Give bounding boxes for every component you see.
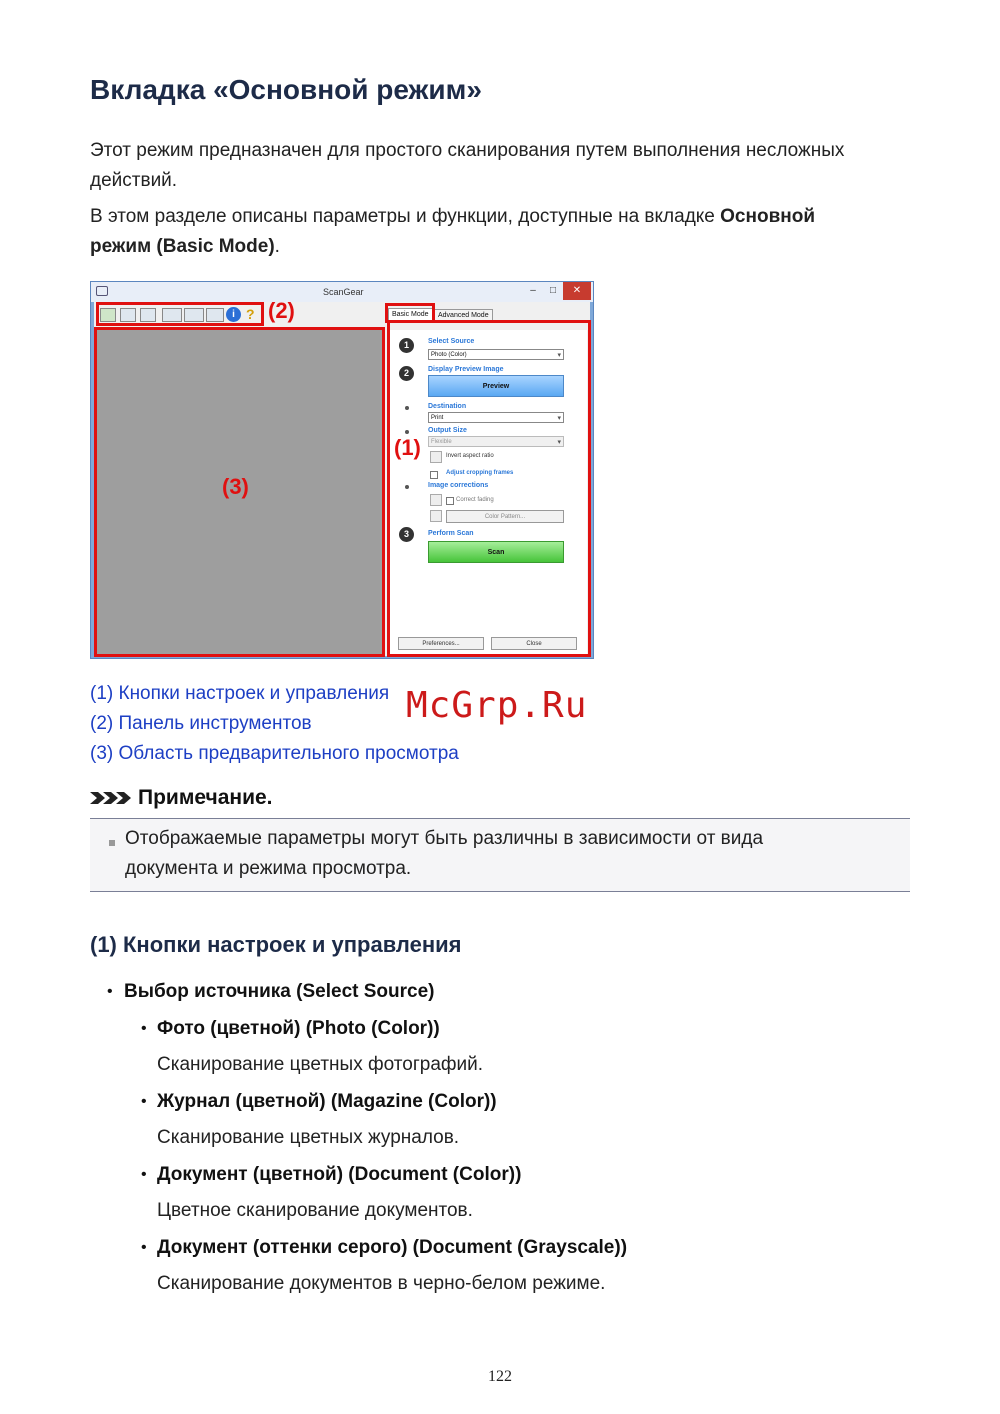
display-preview-label: Display Preview Image	[428, 366, 504, 373]
settings-highlight	[387, 320, 591, 657]
step-3-badge: 3	[399, 527, 414, 542]
section-desc-end: .	[274, 236, 280, 257]
window-titlebar	[91, 282, 593, 302]
bullet: •	[141, 1166, 147, 1183]
document-color-item: Документ (цветной) (Document (Color))	[157, 1164, 522, 1185]
callout-3: (3)	[222, 474, 249, 499]
bullet: •	[141, 1020, 147, 1037]
invert-aspect-label: Invert aspect ratio	[446, 453, 494, 459]
preview-button[interactable]: Preview	[428, 375, 564, 397]
preferences-button[interactable]: Preferences...	[398, 637, 484, 650]
output-size-dropdown[interactable]: Flexible ▾	[428, 436, 564, 447]
destination-dropdown[interactable]: Print ▾	[428, 412, 564, 423]
window-client	[94, 298, 590, 656]
link-toolbar[interactable]: (2) Панель инструментов	[90, 713, 312, 734]
note-title: Примечание.	[138, 786, 273, 809]
adjust-cropping-label: Adjust cropping frames	[446, 470, 514, 476]
toolbar-highlight	[96, 302, 264, 326]
note-text: Отображаемые параметры могут быть различны в зависимости от вида документа и режима просмотра.	[125, 828, 764, 879]
app-icon	[96, 286, 108, 296]
note-heading	[90, 786, 273, 810]
watermark: McGrp.Ru	[406, 685, 588, 726]
window-title: ScanGear	[323, 287, 364, 297]
intro-line-1: Этот режим предназначен для простого сканирования путем выполнения несложных	[90, 140, 845, 161]
perform-scan-label: Perform Scan	[428, 530, 474, 537]
minimize-icon[interactable]: –	[530, 285, 536, 296]
select-source-dropdown[interactable]: Photo (Color) ▾	[428, 349, 564, 360]
section-heading: (1) Кнопки настроек и управления	[90, 932, 462, 957]
output-size-label: Output Size	[428, 427, 467, 434]
step-1-badge: 1	[399, 338, 414, 353]
info-icon[interactable]: i	[226, 307, 241, 322]
scangear-screenshot	[90, 281, 594, 659]
bullet: •	[141, 1093, 147, 1110]
section-description	[90, 202, 910, 262]
document-grayscale-desc: Сканирование документов в черно-белом режиме.	[157, 1273, 606, 1294]
callout-1: (1)	[394, 435, 421, 460]
intro-paragraph	[90, 136, 910, 196]
help-icon[interactable]: ?	[246, 306, 255, 322]
select-source-label: Select Source	[428, 338, 475, 345]
photo-color-item: Фото (цветной) (Photo (Color))	[157, 1018, 440, 1039]
tab-advanced-mode[interactable]: Advanced Mode	[434, 309, 493, 322]
select-source-item: Выбор источника (Select Source)	[124, 981, 435, 1002]
callout-2: (2)	[268, 298, 295, 323]
scan-button[interactable]: Scan	[428, 541, 564, 563]
maximize-icon[interactable]: □	[549, 285, 557, 296]
note-arrows-icon	[90, 790, 132, 806]
note-bullet	[109, 840, 115, 846]
destination-label: Destination	[428, 403, 467, 410]
step-2-badge: 2	[399, 366, 414, 381]
section-desc-text: В этом разделе описаны параметры и функции, доступные на вкладке	[90, 206, 721, 227]
magazine-color-item: Журнал (цветной) (Magazine (Color))	[157, 1091, 497, 1112]
intro-line-2: действий.	[90, 170, 178, 191]
page-title: Вкладка «Основной режим»	[90, 74, 482, 105]
magazine-color-desc: Сканирование цветных журналов.	[157, 1127, 460, 1148]
bullet: •	[141, 1239, 147, 1256]
close-button[interactable]: Close	[491, 637, 577, 650]
image-corrections-label: Image corrections	[428, 482, 489, 489]
correct-fading-label: Correct fading	[456, 497, 494, 503]
link-settings-buttons[interactable]: (1) Кнопки настроек и управления	[90, 683, 390, 704]
page-number: 122	[488, 1368, 512, 1385]
bullet: •	[107, 983, 113, 1000]
tab-basic-mode[interactable]: Basic Mode	[388, 308, 433, 321]
document-color-desc: Цветное сканирование документов.	[157, 1200, 473, 1221]
section-desc-bold-2: режим (Basic Mode)	[90, 236, 275, 257]
link-preview-area[interactable]: (3) Область предварительного просмотра	[90, 743, 459, 764]
color-pattern-button[interactable]: Color Pattern...	[446, 510, 564, 523]
section-desc-bold-1: Основной	[720, 206, 816, 227]
document-grayscale-item: Документ (оттенки серого) (Document (Grayscale))	[157, 1237, 628, 1258]
close-icon[interactable]: ✕	[563, 282, 591, 300]
photo-color-desc: Сканирование цветных фотографий.	[157, 1054, 484, 1075]
